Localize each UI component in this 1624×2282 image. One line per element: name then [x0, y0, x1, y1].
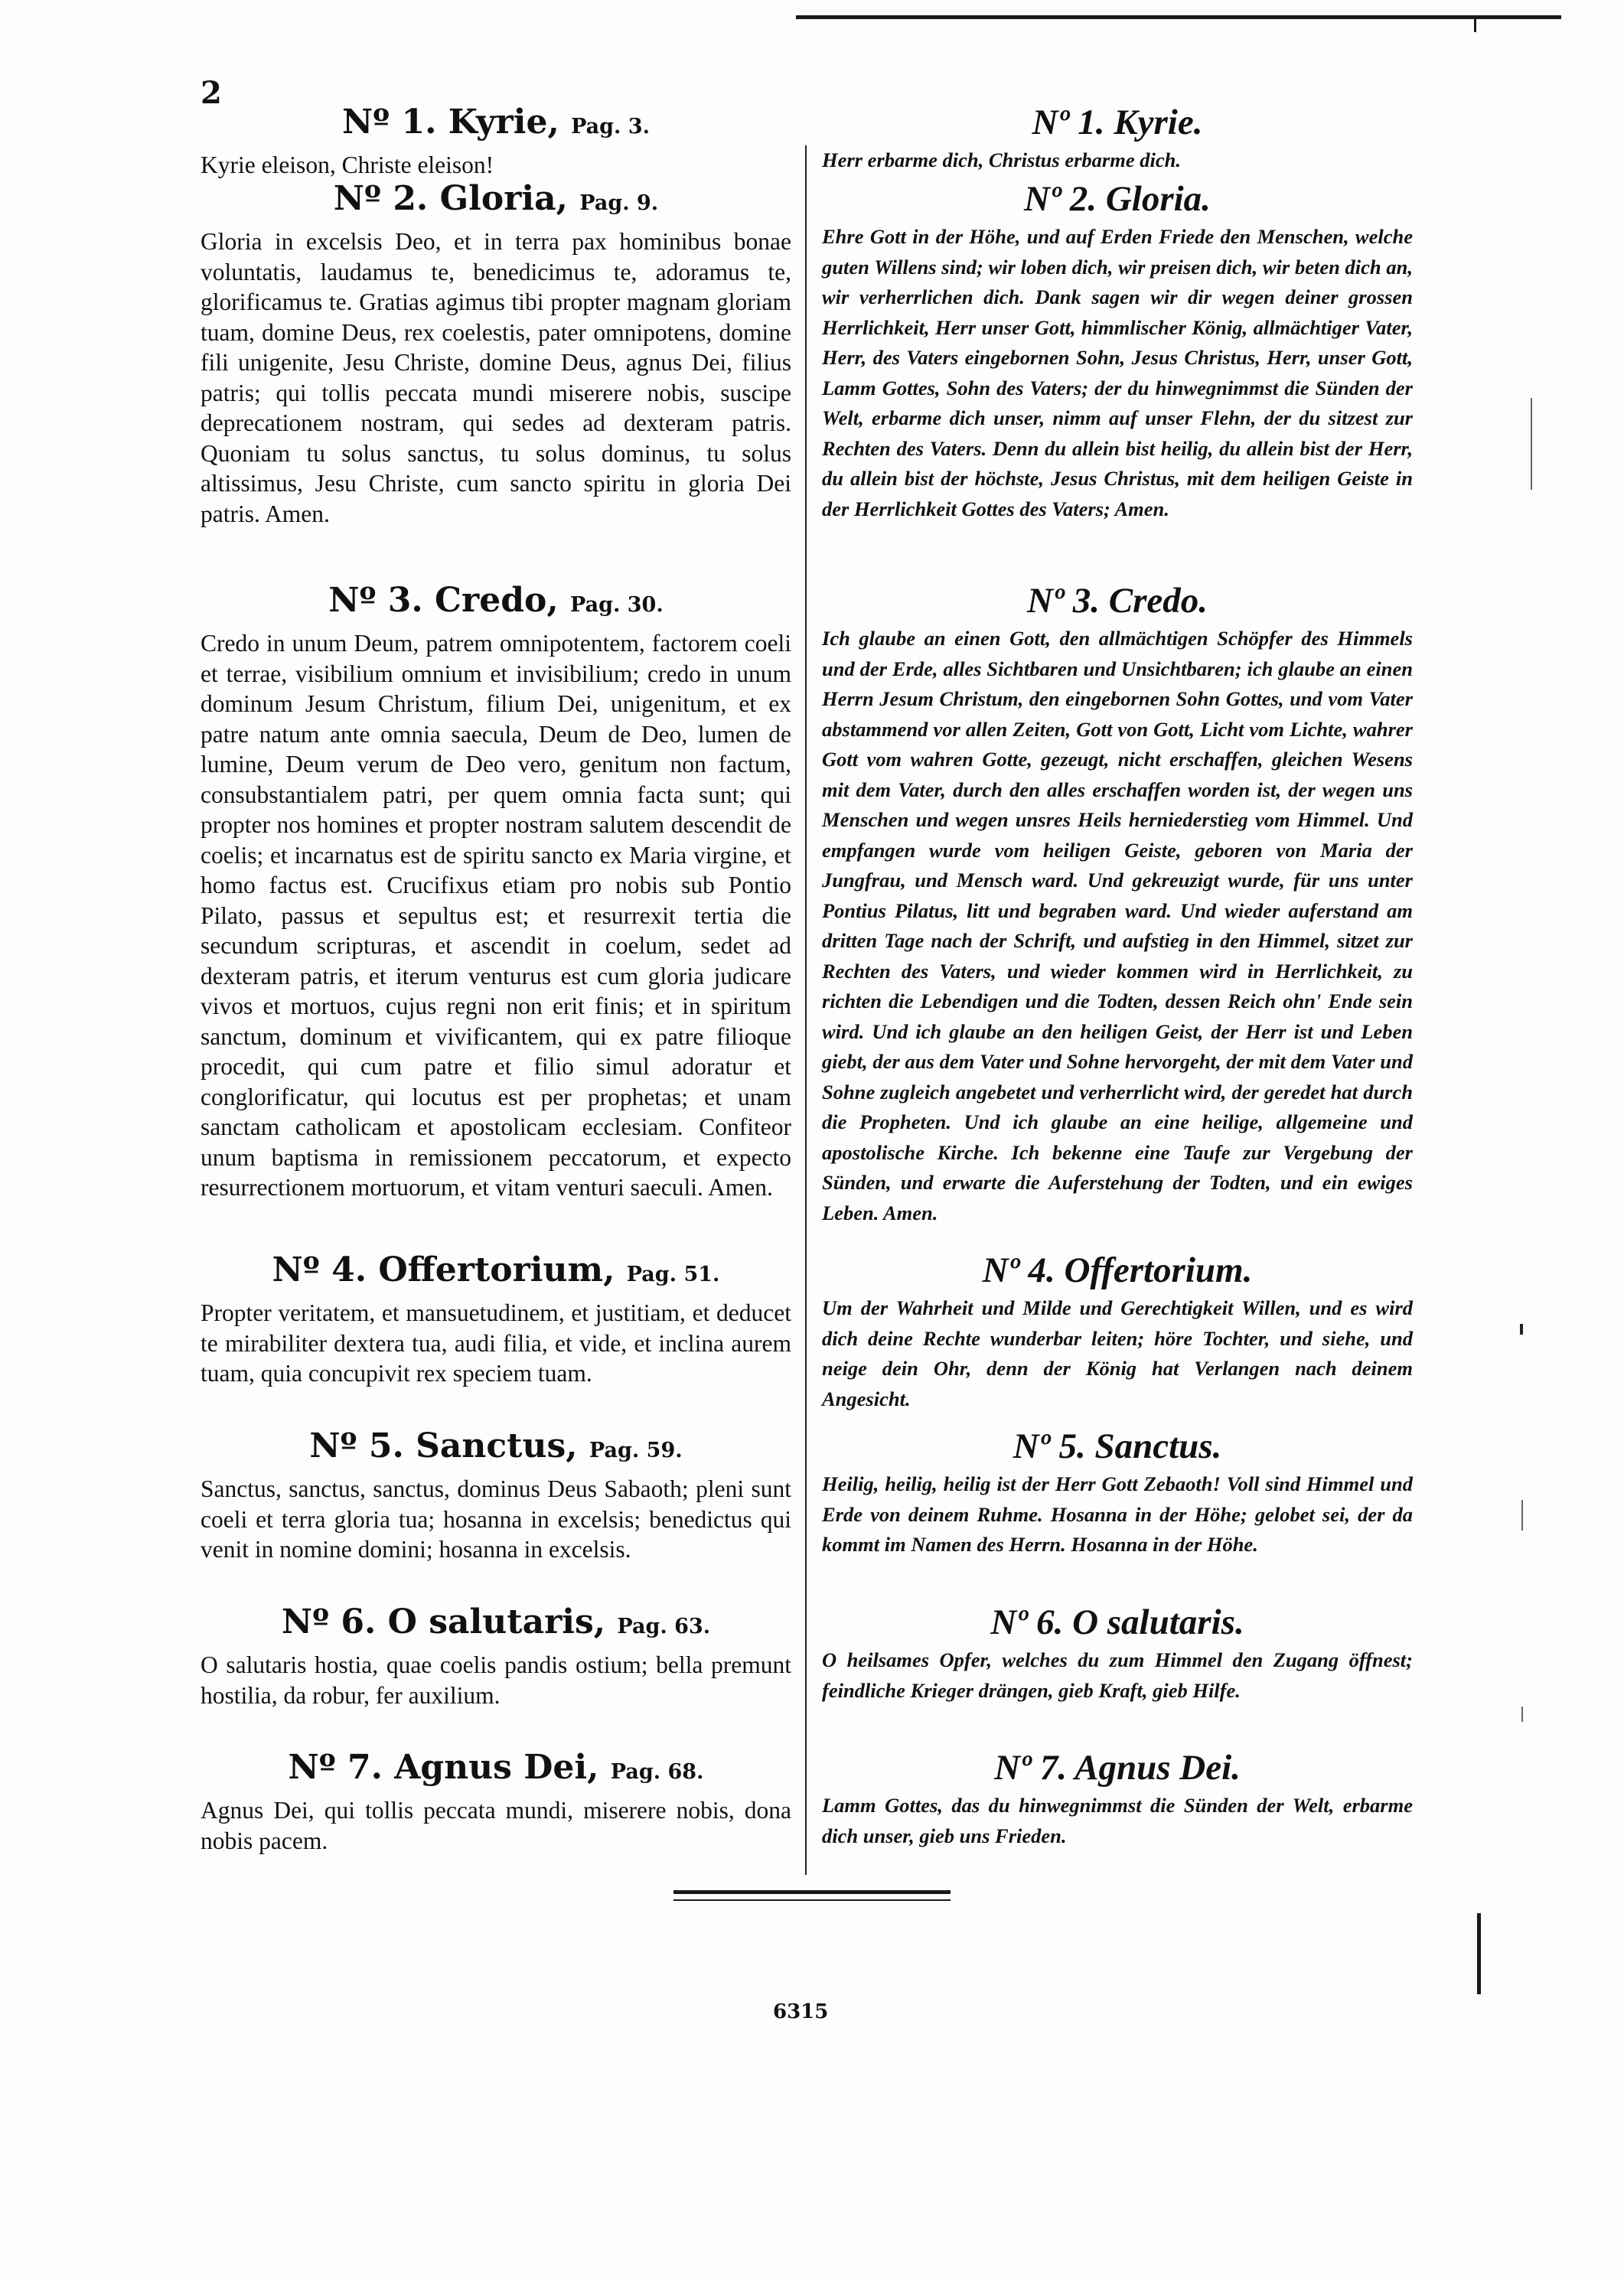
section-heading: Nº 1. Kyrie.	[1032, 103, 1203, 142]
latin-section-credo	[201, 578, 791, 1203]
page-reference: Pag. 51.	[626, 1263, 720, 1286]
plate-number: 6315	[773, 2000, 829, 2023]
section-heading: Nº 7. Agnus Dei, Pag. 68.	[288, 1748, 704, 1787]
latin-text: Kyrie eleison, Christe eleison!	[201, 152, 494, 178]
german-text: O heilsames Opfer, welches du zum Himmel den Zugang öffnest; feindliche Krieger drängen, gieb Kraft, gieb Hilfe.	[822, 1648, 1413, 1702]
latin-text: Credo in unum Deum, patrem omnipotentem, factorem coeli et terrae, visibilium omnium et invisibilium; credo in unum dominum Jesum Christum, filium Dei, unigenitum, et ex patre natum ante omnia saecula, Deum de Deo, lumen de lumine, Deum verum de Deo vero, genitum non factum, consubstantialem patri, per quem omnia facta sunt; qui propter nos homines et propter nostram salutem descendit de coelis; et incarnatus est de spiritu sancto ex Maria virgine, et homo factus est. Crucifixus etiam pro nobis sub Pontio Pilato, passus et sepultus est; et resurrexit tertia die secundum scripturas, et ascendit in coelum, sedet ad dexteram patris, et iterum venturus est cum gloria judicare vivos et mortuos, cujus regni non erit finis; et in spiritum sanctum, dominum et vivificantem, qui ex patre filioque procedit, qui cum patre et filio simul adoratur et conglorificatur, qui locutus est per prophetas; et unam sanctam catholicam et apostolicam ecclesiam. Confiteor unum baptisma in remissionem peccatorum, et expecto resurrectionem mortuorum, et vitam venturi saeculi. Amen.	[201, 630, 791, 1201]
german-section-agnus-dei	[822, 1745, 1413, 1851]
section-heading: Nº 3. Credo.	[1026, 581, 1208, 621]
page-reference: Pag. 59.	[589, 1439, 683, 1462]
german-section-gloria	[822, 176, 1413, 524]
latin-section-o-salutaris	[201, 1599, 791, 1710]
section-heading: Nº 6. O salutaris.	[990, 1602, 1244, 1642]
german-text: Ehre Gott in der Höhe, und auf Erden Friede den Menschen, welche guten Willens sind; wir loben dich, wir preisen dich, wir beten dich an, wir verherrlichen dich. Dank sagen wir dir wegen deiner grossen Herrlichkeit, Herr unser Gott, himmlischer König, allmächtiger Vater, Herr, des Vaters eingebornen Sohn, Jesus Christus, Herr, unser Gott, Lamm Gottes, Sohn des Vaters; der du hinwegnimmst die Sünden der Welt, erbarme dich unser, nimm auf unser Flehn, der du sitzest zur Rechten des Vaters. Denn du allein bist heilig, du allein bist der Herr, du allein bist der höchste, Jesus Christus, mit dem heiligen Geiste in der Herrlichkeit Gottes des Vaters; Amen.	[822, 225, 1413, 520]
latin-section-gloria	[201, 176, 791, 529]
german-section-credo	[822, 578, 1413, 1228]
german-text: Herr erbarme dich, Christus erbarme dich.	[822, 148, 1181, 171]
margin-mark	[1477, 1913, 1481, 1994]
latin-text: Gloria in excelsis Deo, et in terra pax hominibus bonae voluntatis, laudamus te, benedicimus te, adoramus te, glorificamus te. Gratias agimus tibi propter magnam gloriam tuam, domine Deus, rex coelestis, pater omnipotens, domine fili unigenite, Jesu Christe, domine Deus, agnus Dei, filius patris; qui tollis peccata mundi miserere nobis, suscipe deprecationem nostram, qui sedes ad dexteram patris. Quoniam tu solus sanctus, tu solus dominus, tu solus altissimus, Jesu Christe, cum sancto spiritu in gloria Dei patris. Amen.	[201, 228, 791, 527]
section-heading: Nº 5. Sanctus.	[1013, 1426, 1222, 1466]
top-border-rule	[796, 15, 1561, 19]
german-text: Ich glaube an einen Gott, den allmächtigen Schöpfer des Himmels und der Erde, alles Sichtbaren und Unsichtbaren; ich glaube an einen Herrn Jesum Christum, den eingebornen Sohn Gottes, und vom Vater abstammend vor allen Zeiten, Gott von Gott, Licht vom Lichte, wahrer Gott vom wahren Gotte, gezeugt, nicht erschaffen, gleichen Wesens mit dem Vater, durch den alles erschaffen worden ist, der wegen uns Menschen und wegen unsres Heils herniederstieg vom Himmel. Und empfangen wurde vom heiligen Geiste, geboren von Maria der Jungfrau, und Mensch ward. Und gekreuzigt wurde, für uns unter Pontius Pilatus, litt und begraben ward. Und wieder auferstand am dritten Tage nach der Schrift, und aufstieg in den Himmel, sitzet zur Rechten des Vaters, und wieder kommen wird in Herrlichkeit, zu richten die Lebendigen und die Todten, dessen Reich ohn' Ende sein wird. Und ich glaube an den heiligen Geist, der Herr ist und Leben giebt, der aus dem Vater und Sohne hervorgeht, der mit dem Vater und Sohne zugleich angebetet und verherrlicht wird, der geredet hat durch die Propheten. Und ich glaube an eine heilige, allgemeine und apostolische Kirche. Ich bekenne eine Taufe zur Vergebung der Sünden, und erwarte die Auferstehung der Todten, und ein ewiges Leben. Amen.	[822, 627, 1413, 1224]
section-heading: Nº 1. Kyrie, Pag. 3.	[341, 103, 651, 142]
latin-section-kyrie	[201, 99, 791, 181]
section-heading: Nº 3. Credo, Pag. 30.	[328, 581, 664, 620]
section-heading: Nº 5. Sanctus, Pag. 59.	[309, 1426, 683, 1465]
german-section-offertorium	[822, 1247, 1413, 1414]
section-heading: Nº 2. Gloria.	[1024, 179, 1211, 219]
margin-speck	[1520, 1324, 1523, 1335]
page-reference: Pag. 3.	[571, 115, 651, 139]
section-heading: Nº 4. Offertorium, Pag. 51.	[272, 1250, 720, 1289]
section-heading: Nº 4. Offertorium.	[982, 1250, 1253, 1290]
margin-speck	[1521, 1707, 1523, 1722]
closing-rule-thin	[673, 1899, 951, 1901]
latin-section-offertorium	[201, 1247, 791, 1389]
latin-text: Propter veritatem, et mansuetudinem, et justitiam, et deducet te mirabiliter dextera tua, audi filia, et vide, et inclina aurem tuam, quia concupivit rex speciem tuam.	[201, 1299, 791, 1387]
german-text: Lamm Gottes, das du hinwegnimmst die Sünden der Welt, erbarme dich unser, gieb uns Frieden.	[822, 1794, 1413, 1847]
top-border-tick	[1474, 15, 1476, 32]
page-reference: Pag. 30.	[570, 593, 664, 617]
column-divider	[805, 145, 807, 1875]
latin-text: Sanctus, sanctus, sanctus, dominus Deus Sabaoth; pleni sunt coeli et terra gloria tua; hosanna in excelsis; benedictus qui venit in nomine domini; hosanna in excelsis.	[201, 1475, 791, 1563]
section-heading: Nº 2. Gloria, Pag. 9.	[333, 179, 659, 218]
latin-section-agnus-dei	[201, 1745, 791, 1856]
latin-section-sanctus	[201, 1423, 791, 1565]
german-text: Um der Wahrheit und Milde und Gerechtigkeit Willen, und es wird dich deine Rechte wunderbar leiten; höre Tochter, und siehe, und neige dein Ohr, denn der König hat Verlangen nach deinem Angesicht.	[822, 1296, 1413, 1410]
section-heading: Nº 7. Agnus Dei.	[994, 1748, 1241, 1788]
page-reference: Pag. 63.	[617, 1615, 711, 1638]
closing-rule-thick	[673, 1890, 951, 1894]
german-text: Heilig, heilig, heilig ist der Herr Gott Zebaoth! Voll sind Himmel und Erde von deinem Ruhme. Hosanna in der Höhe; gelobet sei, der da kommt im Namen des Herrn. Hosanna in der Höhe.	[822, 1472, 1413, 1556]
page-reference: Pag. 9.	[579, 191, 659, 215]
margin-speck	[1531, 398, 1532, 490]
german-section-o-salutaris	[822, 1599, 1413, 1706]
page-number: 2	[201, 75, 222, 111]
latin-text: Agnus Dei, qui tollis peccata mundi, miserere nobis, dona nobis pacem.	[201, 1797, 791, 1854]
section-heading: Nº 6. O salutaris, Pag. 63.	[281, 1602, 711, 1641]
german-section-kyrie	[822, 99, 1413, 176]
margin-speck	[1521, 1500, 1523, 1531]
page-reference: Pag. 68.	[610, 1760, 704, 1784]
german-section-sanctus	[822, 1423, 1413, 1560]
latin-text: O salutaris hostia, quae coelis pandis ostium; bella premunt hostilia, da robur, fer auxilium.	[201, 1651, 791, 1709]
